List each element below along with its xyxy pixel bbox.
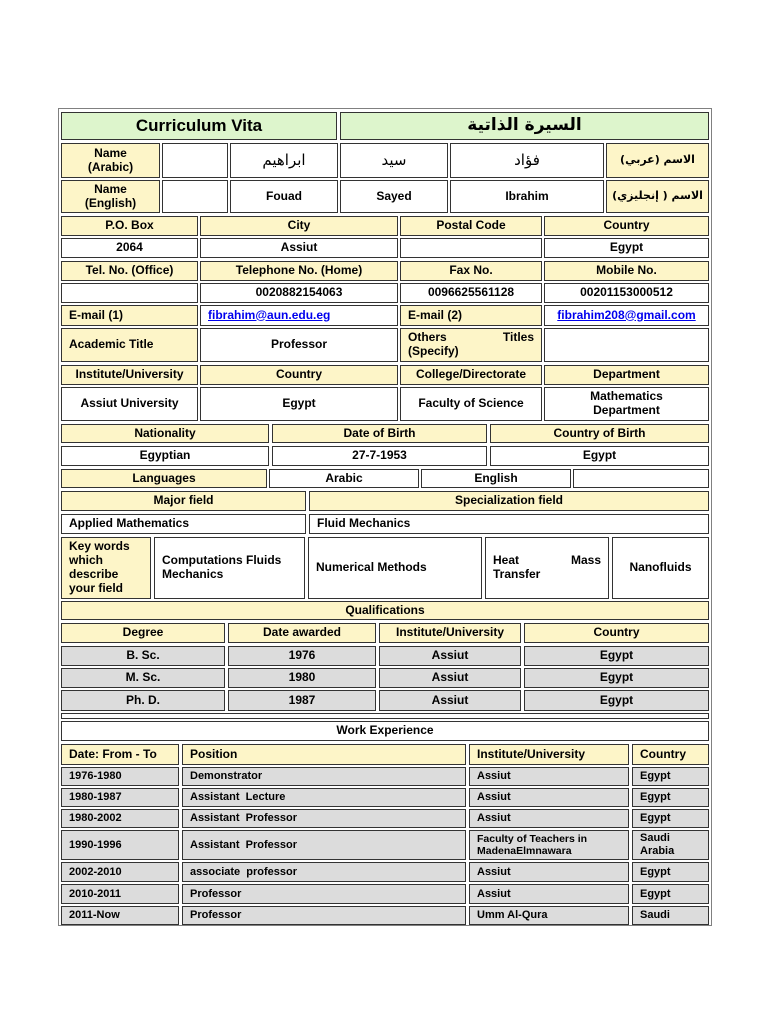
qual-row-3-date: 1987 [228,690,376,711]
qualifications-title: Qualifications [61,601,709,620]
qual-row-1-institute: Assiut [379,646,521,666]
work-row-3-date: 1980-2002 [61,809,179,828]
name-arabic-1: ابراهيم [230,143,338,178]
work-row-6-country: Egypt [632,884,709,904]
others-titles-value [544,328,709,362]
work-row-6-institute: Assiut [469,884,629,904]
work-row-2-position: Assistant Lecture [182,788,466,807]
name-english-3: Ibrahim [450,180,604,213]
work-row-1-date: 1976-1980 [61,767,179,786]
name-english-empty [162,180,228,213]
others-word-1: Others [408,330,447,344]
title-english: Curriculum Vita [61,112,337,140]
name-arabic-2: سيد [340,143,448,178]
work-row-6-date: 2010-2011 [61,884,179,904]
inst-country-header: Country [200,365,398,385]
others-word-3: (Specify) [408,343,459,358]
qual-row-3-institute: Assiut [379,690,521,711]
mobile-header: Mobile No. [544,261,709,281]
work-row-4-country: Saudi Arabia [632,830,709,860]
work-header-country: Country [632,744,709,765]
email2-link[interactable] [544,305,709,326]
name-english-1: Fouad [230,180,338,213]
major-field-header: Major field [61,491,306,511]
work-row-4-institute: Faculty of Teachers in MadenaElmnawara [469,830,629,860]
spec-field-value: Fluid Mechanics [309,514,709,534]
email1-link[interactable] [200,305,398,326]
work-row-6-position: Professor [182,884,466,904]
work-row-3-country: Egypt [632,809,709,828]
qual-row-3-degree: Ph. D. [61,690,225,711]
spec-field-header: Specialization field [309,491,709,511]
work-row-1-institute: Assiut [469,767,629,786]
qualifications-spacer [61,713,709,719]
country-header: Country [544,216,709,236]
keyword-4: Nanofluids [612,537,709,599]
name-english-label-ar: الاسم ( إنجليزي) [606,180,709,213]
work-row-1-position: Demonstrator [182,767,466,786]
college-value: Faculty of Science [400,387,542,421]
email1-label: E-mail (1) [61,305,198,326]
city-value: Assiut [200,238,398,258]
work-row-1-country: Egypt [632,767,709,786]
tel-home-value: 0020882154063 [200,283,398,303]
dob-value: 27-7-1953 [272,446,487,466]
work-row-2-country: Egypt [632,788,709,807]
email2-text[interactable]: fibrahim208@gmail.com [557,307,696,322]
country-value: Egypt [544,238,709,258]
name-arabic-label: Name (Arabic) [61,143,160,178]
fax-value: 0096625561128 [400,283,542,303]
qual-row-1-degree: B. Sc. [61,646,225,666]
qual-header-date: Date awarded [228,623,376,643]
name-english-2: Sayed [340,180,448,213]
languages-label: Languages [61,469,267,488]
tel-office-header: Tel. No. (Office) [61,261,198,281]
keyword-3-transfer: Transfer [493,567,541,581]
email2-label: E-mail (2) [400,305,542,326]
qual-header-country: Country [524,623,709,643]
keyword-2: Numerical Methods [308,537,482,599]
work-row-2-date: 1980-1987 [61,788,179,807]
work-row-5-institute: Assiut [469,862,629,882]
academic-title-value: Professor [200,328,398,362]
qual-header-degree: Degree [61,623,225,643]
language-3 [573,469,709,488]
work-header-position: Position [182,744,466,765]
institute-value: Assiut University [61,387,198,421]
cob-header: Country of Birth [490,424,709,443]
work-row-7-date: 2011-Now [61,906,179,925]
work-row-4-position: Assistant Professor [182,830,466,860]
work-row-3-position: Assistant Professor [182,809,466,828]
work-row-4-date: 1990-1996 [61,830,179,860]
pobox-header: P.O. Box [61,216,198,236]
qual-row-2-date: 1980 [228,668,376,688]
work-row-7-institute: Umm Al-Qura [469,906,629,925]
others-word-2: Titles [502,330,534,344]
work-row-5-country: Egypt [632,862,709,882]
major-field-value: Applied Mathematics [61,514,306,534]
fax-header: Fax No. [400,261,542,281]
qual-row-1-country: Egypt [524,646,709,666]
work-header-institute: Institute/University [469,744,629,765]
keyword-3 [485,537,609,599]
inst-country-value: Egypt [200,387,398,421]
work-header-date: Date: From - To [61,744,179,765]
qual-row-1-date: 1976 [228,646,376,666]
department-header: Department [544,365,709,385]
work-row-2-institute: Assiut [469,788,629,807]
name-arabic-3: فؤاد [450,143,604,178]
qual-row-3-country: Egypt [524,690,709,711]
others-titles-label [400,328,542,362]
qual-row-2-degree: M. Sc. [61,668,225,688]
qual-header-institute: Institute/University [379,623,521,643]
work-row-5-position: associate professor [182,862,466,882]
email1-text[interactable]: fibrahim@aun.edu.eg [208,307,331,322]
language-2: English [421,469,571,488]
dob-header: Date of Birth [272,424,487,443]
postal-header: Postal Code [400,216,542,236]
department-value: Mathematics Department [544,387,709,421]
mobile-value: 00201153000512 [544,283,709,303]
keyword-3-mass: Mass [570,553,601,568]
city-header: City [200,216,398,236]
work-row-3-institute: Assiut [469,809,629,828]
tel-home-header: Telephone No. (Home) [200,261,398,281]
name-arabic-empty [162,143,228,178]
nationality-header: Nationality [61,424,269,443]
name-arabic-label-ar: الاسم (عربي) [606,143,709,178]
college-header: College/Directorate [400,365,542,385]
qual-row-2-institute: Assiut [379,668,521,688]
work-row-7-position: Professor [182,906,466,925]
language-1: Arabic [269,469,419,488]
qual-row-2-country: Egypt [524,668,709,688]
work-row-7-country: Saudi [632,906,709,925]
work-title: Work Experience [61,721,709,741]
name-english-label: Name (English) [61,180,160,213]
pobox-value: 2064 [61,238,198,258]
tel-office-value [61,283,198,303]
academic-title-label: Academic Title [61,328,198,362]
nationality-value: Egyptian [61,446,269,466]
title-arabic: السيرة الذاتية [340,112,709,140]
keyword-1: Computations Fluids Mechanics [154,537,305,599]
institute-header: Institute/University [61,365,198,385]
postal-value [400,238,542,258]
cob-value: Egypt [490,446,709,466]
keywords-label: Key words which describe your field [61,537,151,599]
keyword-3-heat: Heat [493,553,520,568]
work-row-5-date: 2002-2010 [61,862,179,882]
